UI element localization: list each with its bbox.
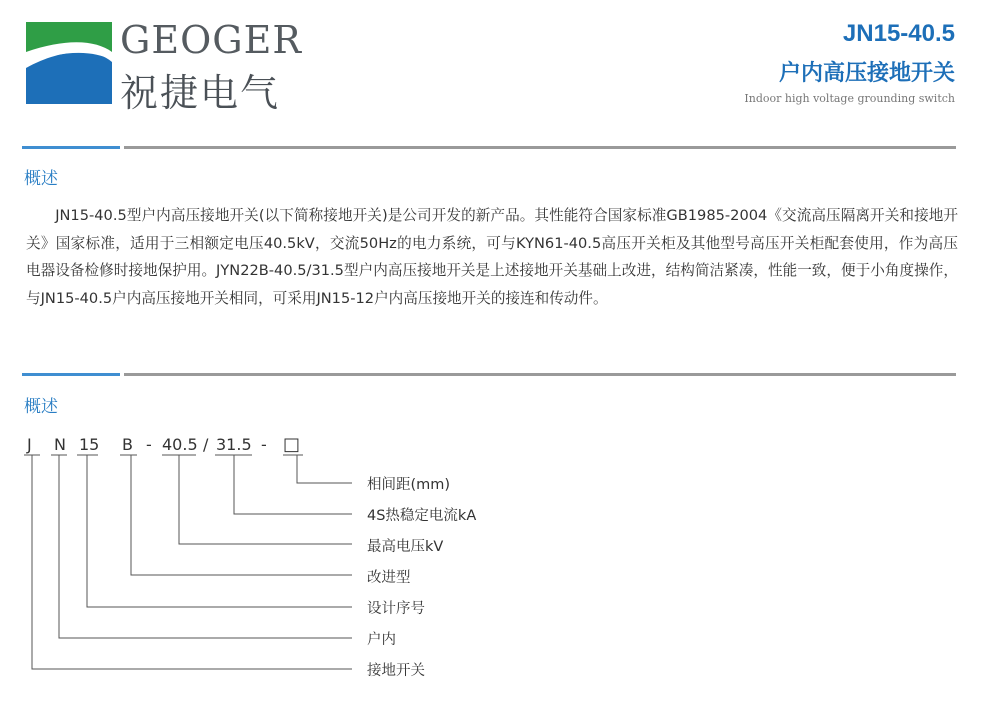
code-current: 31.5: [216, 435, 252, 454]
code-dash: -: [261, 435, 267, 454]
product-name: 户内高压接地开关: [778, 61, 955, 86]
meaning-design-number: 设计序号: [367, 601, 425, 617]
geoger-logo-icon: [26, 22, 112, 104]
section-title: 概述: [24, 169, 58, 189]
meaning-improved-type: 改进型: [367, 570, 411, 586]
brand-name-cn: 祝捷电气: [120, 71, 281, 115]
product-name-en: Indoor high voltage grounding switch: [744, 92, 955, 105]
meaning-thermal-current: 4S热稳定电流kA: [367, 508, 477, 524]
meaning-indoor: 户内: [367, 632, 396, 648]
product-model: JN15-40.5: [842, 20, 955, 47]
code-placeholder-box: □: [283, 434, 301, 455]
code-letter-b: B: [122, 435, 133, 454]
section-rule: [124, 146, 956, 149]
code-letter-j: J: [27, 435, 32, 454]
section-title: 概述: [24, 397, 58, 417]
brand-name-en: GEOGER: [120, 18, 302, 62]
overview-paragraph: JN15-40.5型户内高压接地开关(以下简称接地开关)是公司开发的新产品。其性能符合国家标准GB1985-2004《交流高压隔离开关和接地开关》国家标准，适用于三相额定电压40.5kV，交流50Hz的电力系统，可与KYN61-40.5高压开关柜及其他型号高压开关柜配套使用，作为高压电器设备检修时接地保护用。JYN22B-40.5/31.5型户内高压接地开关是上述接地开关基础上改进，结构简洁紧凑，性能一致，便于小角度操作，与JN15-40.5户内高压接地开关相同，可采用JN15-12户内高压接地开关的接连和传动件。: [26, 207, 958, 307]
code-voltage: 40.5: [162, 435, 198, 454]
code-slash: /: [203, 435, 209, 454]
code-letter-n: N: [54, 435, 66, 454]
meaning-phase-spacing: 相间距(mm): [367, 477, 451, 493]
section-rule: [124, 373, 956, 376]
code-dash: -: [146, 435, 152, 454]
meaning-grounding-switch: 接地开关: [367, 663, 425, 679]
section-rule-accent: [22, 373, 120, 376]
meaning-max-voltage: 最高电压kV: [367, 539, 444, 555]
code-design-no: 15: [79, 435, 100, 454]
section-rule-accent: [22, 146, 120, 149]
model-code-diagram: [0, 420, 1000, 707]
